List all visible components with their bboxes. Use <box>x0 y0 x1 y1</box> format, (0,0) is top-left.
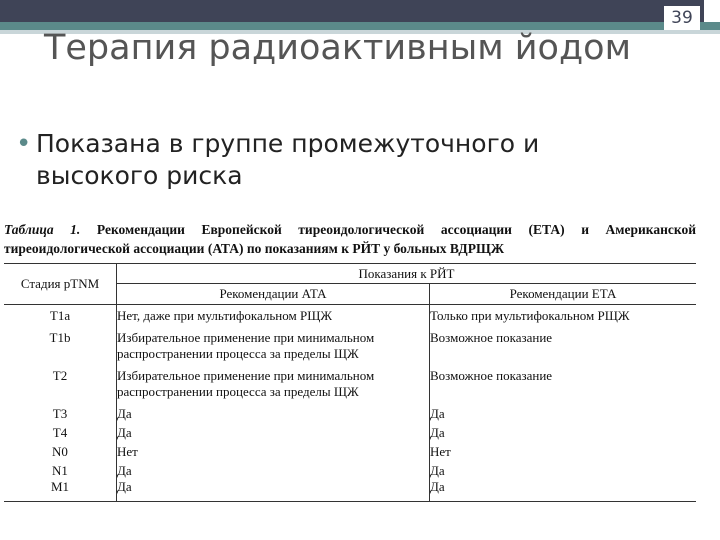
table-row <box>4 479 696 502</box>
bullet-dot-icon: • <box>16 129 32 159</box>
cell-ata: Да <box>117 425 430 441</box>
header-ata: Рекомендации АТА <box>117 284 430 305</box>
cell-ata: Избирательное применение при минимальном распространении процесса за пределы ЩЖ <box>117 327 430 365</box>
cell-eta: Да <box>430 406 445 421</box>
cell-ata: Да <box>117 479 430 502</box>
table-row <box>4 327 696 365</box>
cell-ata: Да <box>117 463 430 479</box>
cell-stage: T4 <box>4 425 117 441</box>
cell-stage: N1 <box>4 463 117 479</box>
table-row <box>4 403 696 425</box>
cell-eta: Да <box>430 463 445 478</box>
cell-eta: Да <box>430 425 445 440</box>
cell-eta: Да <box>430 479 697 502</box>
header-eta: Рекомендации ЕТА <box>430 284 697 305</box>
cell-eta: Возможное показание <box>430 330 553 345</box>
bullet-item <box>14 128 654 192</box>
cell-ata: Нет <box>117 441 430 463</box>
cell-stage: N0 <box>4 441 117 463</box>
cell-ata: Да <box>117 403 430 425</box>
bullet-text: Показана в группе промежуточного и высокого риска <box>36 129 540 190</box>
cell-stage: T3 <box>4 403 117 425</box>
cell-stage: M1 <box>4 479 117 502</box>
cell-stage: T2 <box>4 365 117 403</box>
table-caption <box>4 220 696 258</box>
table-caption-label: Таблица 1. <box>4 222 81 237</box>
slide-title: Терапия радиоактивным йодом <box>44 28 631 68</box>
header-group: Показания к РЙТ <box>117 264 697 284</box>
cell-eta: Нет <box>430 444 451 459</box>
cell-stage: T1a <box>4 305 117 328</box>
table-row <box>4 425 696 441</box>
header-bar-dark <box>0 0 704 22</box>
page-number: 39 <box>664 6 700 30</box>
table-row <box>4 463 696 479</box>
recommendations-table <box>4 263 696 502</box>
table-row <box>4 365 696 403</box>
bullet-list <box>14 128 654 192</box>
cell-ata: Нет, даже при мультифокальном РЩЖ <box>117 305 430 328</box>
cell-stage: T1b <box>4 327 117 365</box>
header-stage: Стадия pTNM <box>4 264 117 305</box>
cell-ata: Избирательное применение при минимальном распространении процесса за пределы ЩЖ <box>117 365 430 403</box>
table-row <box>4 305 696 328</box>
cell-eta: Только при мультифокальном РЩЖ <box>430 308 630 323</box>
cell-eta: Возможное показание <box>430 368 553 383</box>
table-row <box>4 441 696 463</box>
table-caption-text: Рекомендации Европейской тиреоидологической ассоциации (ЕТА) и Американской тиреоидологической ассоциации (АТА) по показаниям к РЙТ у больных ВДРЩЖ <box>4 222 696 256</box>
